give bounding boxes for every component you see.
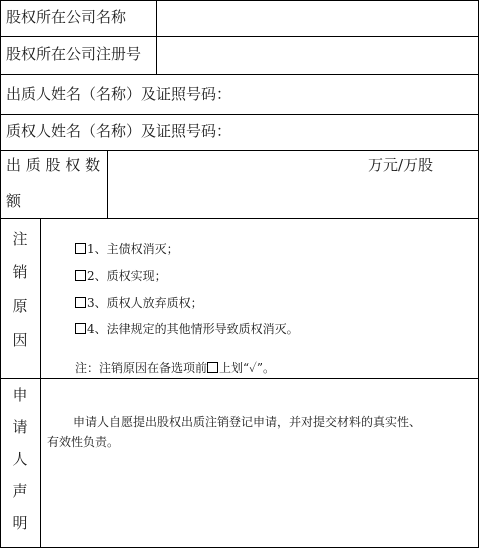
cancel-reason-title-char: 注 <box>12 230 28 248</box>
row-border <box>0 0 479 1</box>
amount-label-line2: 额 <box>6 192 22 210</box>
declaration-text-line2: 有效性负责。 <box>47 435 120 449</box>
pledgee-label: 质权人姓名（名称）及证照号码： <box>6 122 232 140</box>
checkbox[interactable] <box>75 243 86 254</box>
checkbox[interactable] <box>75 297 86 308</box>
company-name-value[interactable] <box>158 2 476 34</box>
row-border <box>0 218 479 219</box>
table-left-border <box>0 0 1 548</box>
row-border <box>0 36 479 37</box>
declaration-title-char: 声 <box>12 482 28 500</box>
declaration-title-char: 请 <box>12 418 28 436</box>
row-border <box>0 378 479 379</box>
company-name-label: 股权所在公司名称 <box>6 8 127 26</box>
cancel-option-2[interactable] <box>75 270 167 282</box>
declaration-title-char: 明 <box>12 514 28 532</box>
amount-unit: 万元/万股 <box>368 156 434 174</box>
cancel-option-label: 2、质权实现； <box>87 269 167 283</box>
cancel-reason-title-char: 销 <box>12 263 28 281</box>
cancel-reason-title-char: 因 <box>12 331 28 349</box>
cancel-option-3[interactable] <box>75 297 203 309</box>
row-border <box>0 74 479 75</box>
declaration-text-line1: 申请人自愿提出股权出质注销登记申请，并对提交材料的真实性、 <box>73 415 422 429</box>
cancel-option-1[interactable] <box>75 243 179 255</box>
note-suffix: 上划“✓”。 <box>219 361 276 375</box>
row-border <box>0 150 479 151</box>
company-reg-label: 股权所在公司注册号 <box>6 45 142 63</box>
amount-label-line1: 出 质 股 权 数 <box>6 156 101 174</box>
amount-column-divider <box>107 150 108 218</box>
declaration-title-char: 申 <box>12 386 28 404</box>
title-column-divider <box>40 218 41 548</box>
company-reg-value[interactable] <box>158 38 476 72</box>
cancel-option-4[interactable] <box>75 323 299 335</box>
declaration-title-char: 人 <box>12 450 28 468</box>
row-border <box>0 114 479 115</box>
cancel-reason-note <box>75 362 275 374</box>
note-prefix: 注：注销原因在备选项前 <box>75 361 208 375</box>
label-column-divider <box>156 0 157 74</box>
box-glyph-icon <box>207 362 218 373</box>
cancel-option-label: 4、法律规定的其他情形导致质权消灭。 <box>87 322 299 336</box>
pledgor-label: 出质人姓名（名称）及证照号码： <box>6 85 232 103</box>
checkbox[interactable] <box>75 270 86 281</box>
cancel-option-label: 3、质权人放弃质权； <box>87 296 203 310</box>
cancel-option-label: 1、主债权消灭； <box>87 242 179 256</box>
cancel-reason-title-char: 原 <box>12 297 28 315</box>
checkbox[interactable] <box>75 323 86 334</box>
